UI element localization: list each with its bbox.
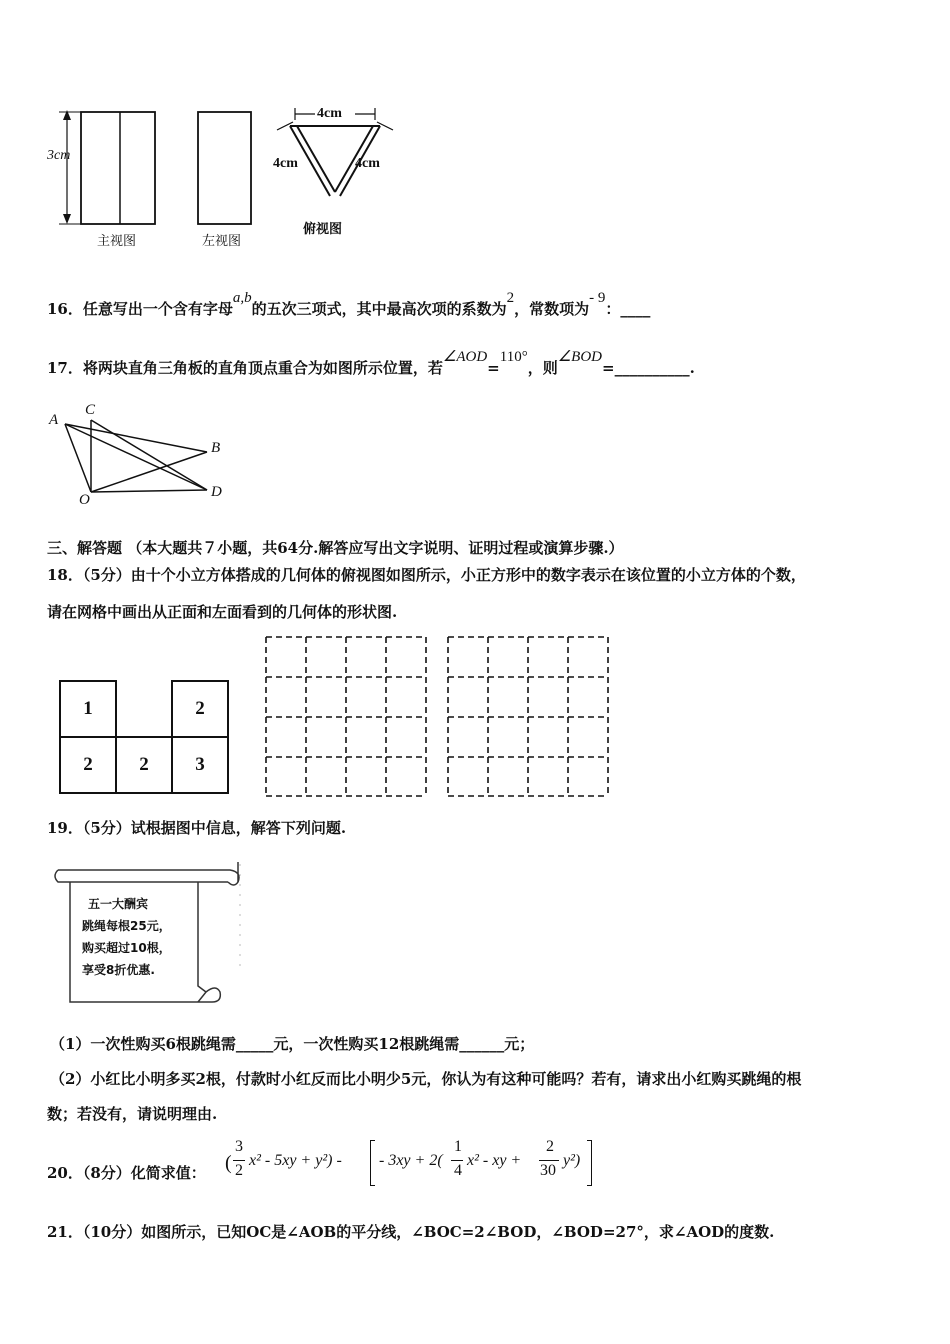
q19-part2-line2: 数；若没有，请说明理由. <box>47 1105 218 1123</box>
section-3-title: 三、解答题 （本大题共７小题，共64分.解答应写出文字说明、证明过程或演算步骤.） <box>47 539 624 557</box>
top-view-label: 俯视图 <box>303 222 343 237</box>
point-b-label: B <box>211 440 221 456</box>
q17-suffix: =__________. <box>602 359 695 377</box>
scroll-line-2: 跳绳每根25元， <box>82 919 171 933</box>
scroll-line-1: 五一大酬宾 <box>88 897 149 911</box>
t3-den: 30 <box>540 1162 556 1179</box>
q16-coef: 2 <box>506 290 515 306</box>
q18-line2: 请在网格中画出从正面和左面看到的几何体的形状图. <box>47 603 398 621</box>
point-d-label: D <box>211 484 222 500</box>
q17-prefix: 17．将两块直角三角板的直角顶点重合为如图所示位置，若 <box>47 359 443 377</box>
q17-angle-bod: ∠BOD <box>557 349 602 365</box>
scroll-line-3: 购买超过10根， <box>82 941 171 955</box>
point-o-label: O <box>79 492 90 508</box>
question-21: 21．（10分）如图所示，已知OC是∠AOB的平分线，∠BOC=2∠BOD，∠BOD=27°，求∠AOD的度数. <box>47 1223 775 1241</box>
q17-value: 110° <box>499 349 528 365</box>
open-bracket <box>370 1140 375 1186</box>
close-bracket <box>587 1140 592 1186</box>
top-view-grid <box>59 680 229 794</box>
sale-scroll <box>48 862 248 1008</box>
t3-bar <box>539 1160 559 1161</box>
q20-label: 20．（8分）化简求值： <box>47 1164 206 1182</box>
left-dim-label: 4cm <box>273 156 298 171</box>
q17-angle-aod: ∠AOD <box>442 349 488 365</box>
q16-prefix: 16．任意写出一个含有字母 <box>47 300 233 318</box>
q19-part2-line1: （2）小红比小明多买2根，付款时小红反而比小明少5元，你认为有这种可能吗？若有，请求出小红购买跳绳的根 <box>50 1070 802 1088</box>
point-c-label: C <box>85 402 96 418</box>
q19-title: 19．（5分）试根据图中信息，解答下列问题. <box>47 819 347 837</box>
grid-cell-top-left: 1 <box>59 680 117 738</box>
question-16 <box>47 290 651 319</box>
t1-rest: x² - 5xy + y²) - <box>249 1152 342 1169</box>
t1-bar <box>233 1160 245 1161</box>
q18-line1: 18．（5分）由十个小立方体搭成的几何体的俯视图如图所示，小正方形中的数字表示在该位置的小立方体的个数， <box>47 566 806 584</box>
q16-suffix: ：____ <box>605 300 651 318</box>
grid-cell-bottom-mid: 2 <box>115 736 173 794</box>
t2-den: 4 <box>454 1162 462 1179</box>
height-label: 3cm <box>47 148 71 163</box>
triangle-drawing <box>45 400 235 510</box>
right-dim-label: 4cm <box>355 156 380 171</box>
point-a-label: A <box>49 412 59 428</box>
q17-eq: = <box>487 359 500 377</box>
question-17 <box>47 349 695 378</box>
t1-den: 2 <box>235 1162 243 1179</box>
t3-end: y²) <box>563 1152 581 1169</box>
t1-num: 3 <box>235 1138 243 1155</box>
grid-cell-bottom-left: 2 <box>59 736 117 794</box>
t2-mid: x² - xy + <box>467 1152 522 1169</box>
triangle-figure <box>45 400 235 510</box>
q16-mid: 的五次三项式，其中最高次项的系数为 <box>251 300 507 318</box>
t2-start: - 3xy + 2( <box>379 1152 443 1169</box>
q20-expression <box>225 1138 605 1188</box>
front-view-dashed-grid <box>265 636 429 802</box>
q16-mid2: ，常数项为 <box>514 300 590 318</box>
three-views-figure <box>45 100 405 260</box>
q17-mid: ，则 <box>527 359 558 377</box>
open-paren-1: ( <box>225 1152 232 1174</box>
front-dashed-grid-svg <box>265 636 429 798</box>
scroll-line-4: 享受8折优惠. <box>82 963 155 977</box>
q16-const: - 9 <box>589 290 606 306</box>
q19-part1: （1）一次性购买6根跳绳需_____元，一次性购买12根跳绳需______元； <box>50 1035 535 1053</box>
top-dim-label: 4cm <box>317 106 342 121</box>
q16-vars: a,b <box>232 290 252 306</box>
left-dashed-grid-svg <box>447 636 611 798</box>
t3-num: 2 <box>546 1138 554 1155</box>
grid-cell-bottom-right: 3 <box>171 736 229 794</box>
left-view-dashed-grid <box>447 636 611 802</box>
t2-num: 1 <box>454 1138 462 1155</box>
front-view-label: 主视图 <box>97 234 137 249</box>
grid-cell-top-right: 2 <box>171 680 229 738</box>
t2-bar <box>451 1160 463 1161</box>
left-view-label: 左视图 <box>202 234 242 249</box>
